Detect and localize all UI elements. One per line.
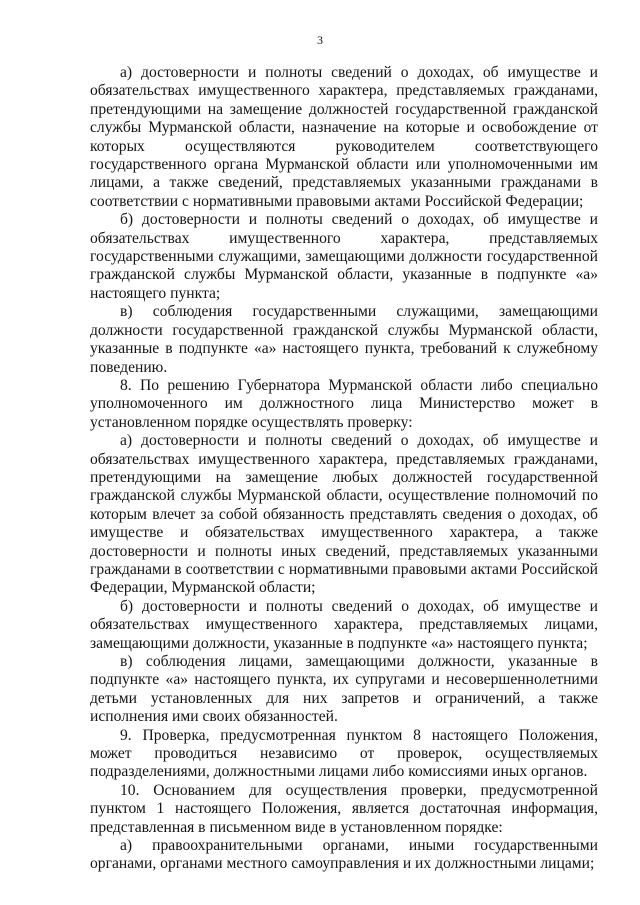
paragraph-10: 10. Основанием для осуществления проверки, предусмотренной пунктом 1 настоящего Положения, является достаточная информация, представленная в письменном виде в установленном порядке: [90, 781, 598, 836]
paragraph-7b: б) достоверности и полноты сведений о доходах, об имуществе и обязательствах имущественного характера, представляемых государственными служащими, замещающими должности государственной гражданской службы Мурманской области, указанные в подпункте «а» настоящего пункта; [90, 211, 598, 302]
paragraph-8v: в) соблюдения лицами, замещающими должности, указанные в подпункте «а» настоящего пункта, их супругами и несовершеннолетними детьми установленных для них запретов и ограничений, а также исполнения ими своих обязанностей. [90, 653, 598, 726]
paragraph-8a: а) достоверности и полноты сведений о доходах, об имуществе и обязательствах имущественного характера, представляемых гражданами, претендующими на замещение любых должностей государственной гражданской службы Мурманской области, осуществление полномочий по которым влечет за собой обязанность представлять сведения о доходах, об имуществе и обязательствах имущественного характера, а также достоверности и полноты иных сведений, представляемых указанными гражданами в соответствии с нормативными правовыми актами Российской Федерации, Мурманской области; [90, 432, 598, 597]
paragraph-8: 8. По решению Губернатора Мурманской области либо специально уполномоченного им должностного лица Министерство может в установленном порядке осуществлять проверку: [90, 376, 598, 431]
paragraph-8b: б) достоверности и полноты сведений о доходах, об имуществе и обязательствах имущественного характера, представляемых лицами, замещающими должности, указанные в подпункте «а» настоящего пункта; [90, 597, 598, 652]
paragraph-10a: а) правоохранительными органами, иными государственными органами, органами местного самоуправления и их должностными лицами; [90, 837, 598, 873]
paragraph-9: 9. Проверка, предусмотренная пунктом 8 настоящего Положения, может проводиться независимо от проверок, осуществляемых подразделениями, должностными лицами либо комиссиями иных органов. [90, 726, 598, 781]
document-body [90, 64, 598, 874]
paragraph-7a: а) достоверности и полноты сведений о доходах, об имуществе и обязательствах имущественного характера, представляемых гражданами, претендующими на замещение должностей государственной гражданской службы Мурманской области, назначение на которые и освобождение от которых осуществляются руководителем соответствующего государственного органа Мурманской области или уполномоченными им лицами, а также сведений, представляемых указанными гражданами в соответствии с нормативными правовыми актами Российской Федерации; [90, 64, 598, 210]
page-number: 3 [317, 33, 323, 47]
paragraph-7v: в) соблюдения государственными служащими, замещающими должности государственной гражданской службы Мурманской области, указанные в подпункте «а» настоящего пункта, требований к служебному поведению. [90, 303, 598, 376]
